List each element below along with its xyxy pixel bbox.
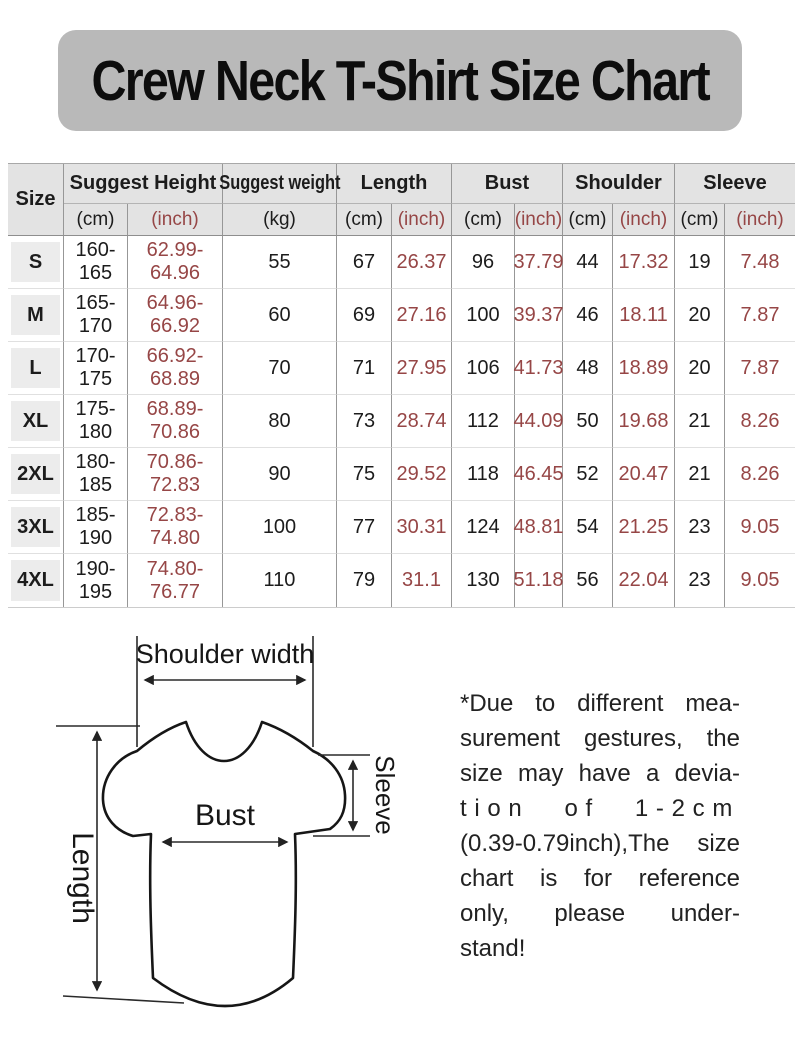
col-header-bust: Bust [452,164,563,204]
unit-header-length-inch: (inch) [392,204,452,236]
table-cell: 50 [563,395,613,448]
title-banner [58,30,742,131]
table-cell: 70.86-72.83 [128,448,223,501]
size-cell [8,289,64,342]
table-cell: 8.26 [725,448,795,501]
table-cell: 37.79 [515,236,563,289]
tshirt-diagram [0,618,445,1040]
table-cell: 27.95 [392,342,452,395]
table-cell: 9.05 [740,569,780,591]
table-cell: 73 [337,395,392,448]
col-header-length: Length [337,164,452,204]
table-cell: 39.37 [515,289,563,342]
table-cell: 29.52 [392,448,452,501]
table-cell: 48 [563,342,613,395]
table-cell: 175-180 [64,395,128,448]
table-cell: 26.37 [392,236,452,289]
table-cell: 165-170 [64,289,128,342]
table-cell: 7.87 [725,289,795,342]
size-cell [8,342,64,395]
table-cell: 54 [563,501,613,554]
table-cell: 110 [223,554,337,607]
table-cell: 77 [337,501,392,554]
table-cell: 190-195 [64,554,128,607]
table-cell: 46.45 [515,448,563,501]
table-cell: 46 [563,289,613,342]
unit-header-length-cm: (cm) [337,204,392,236]
note-line: (0.39-0.79inch),The size [460,830,740,857]
note-line: stand! [460,935,526,962]
note-line: chart is for reference [460,865,740,892]
col-header-sleeve: Sleeve [675,164,795,204]
table-cell: 118 [452,448,515,501]
table-cell: 22.04 [613,554,675,607]
size-label: M [11,295,60,335]
size-label: S [11,242,60,282]
table-cell: 20 [675,342,725,395]
unit-header-bust-cm: (cm) [452,204,515,236]
table-cell: 21 [675,395,725,448]
table-cell: 48.81 [515,501,563,554]
table-cell: 17.32 [613,236,675,289]
table-cell: 28.74 [392,395,452,448]
table-cell: 62.99-64.96 [128,236,223,289]
table-cell: 23 [675,501,725,554]
size-label: 2XL [11,454,60,494]
size-cell [8,448,64,501]
table-cell: 68.89-70.86 [128,395,223,448]
table-cell: 72.83-74.80 [128,501,223,554]
unit-header-height-cm: (cm) [64,204,128,236]
table-cell: 96 [452,236,515,289]
col-header-shoulder: Shoulder [563,164,675,204]
table-cell: 19 [675,236,725,289]
bust-label: Bust [194,799,256,832]
length-tick-bottom [63,996,184,1003]
size-label: L [11,348,60,388]
note-line: *Due to different mea- [460,690,740,717]
table-cell: 18.89 [613,342,675,395]
table-cell: 74.80-76.77 [128,554,223,607]
unit-header-shoulder-cm: (cm) [563,204,613,236]
table-cell: 64.96-66.92 [128,289,223,342]
size-cell [8,554,64,607]
table-cell: 55 [223,236,337,289]
table-cell: 79 [337,554,392,607]
table-cell: 51.18 [515,554,563,607]
table-cell: 75 [337,448,392,501]
col-header-size: Size [8,164,64,236]
table-cell: 30.31 [392,501,452,554]
table-cell: 180-185 [64,448,128,501]
unit-header-sleeve-cm: (cm) [675,204,725,236]
table-cell: 170-175 [64,342,128,395]
table-cell: 100 [452,289,515,342]
col-header-suggest-height: Suggest Height [64,164,223,204]
note-line: size may have a devia- [460,760,740,787]
size-cell [8,236,64,289]
table-cell: 56 [563,554,613,607]
length-label: Length [66,832,99,924]
table-cell: 100 [223,501,337,554]
sleeve-label: Sleeve [370,755,400,835]
note-line: tion of 1-2cm [460,795,740,822]
size-cell [8,501,64,554]
note-line: only, please under- [460,900,740,927]
table-cell: 23 [675,554,725,607]
table-cell: 18.11 [613,289,675,342]
table-cell: 21 [675,448,725,501]
unit-header-shoulder-inch: (inch) [613,204,675,236]
table-cell: 44.09 [515,395,563,448]
shoulder-width-label: Shoulder width [135,639,315,669]
table-cell: 9.05 [725,501,795,554]
table-cell: 66.92-68.89 [128,342,223,395]
unit-header-bust-inch: (inch) [515,204,563,236]
size-label: 4XL [11,560,60,601]
table-cell: 130 [452,554,515,607]
table-cell: 80 [223,395,337,448]
table-cell: 69 [337,289,392,342]
size-cell [8,395,64,448]
size-chart-table [8,163,795,608]
table-cell: 124 [452,501,515,554]
unit-header-sleeve-inch: (inch) [725,204,795,236]
table-cell: 112 [452,395,515,448]
table-cell: 41.73 [515,342,563,395]
table-cell: 44 [563,236,613,289]
table-cell: 71 [337,342,392,395]
table-cell: 90 [223,448,337,501]
table-cell: 60 [223,289,337,342]
table-cell: 7.87 [725,342,795,395]
table-cell: 20.47 [613,448,675,501]
table-cell: 20 [675,289,725,342]
page-title: Crew Neck T-Shirt Size Chart [91,48,709,113]
table-cell: 70 [223,342,337,395]
unit-header-height-inch: (inch) [128,204,223,236]
table-cell: 67 [337,236,392,289]
col-header-suggest-weight [218,164,341,204]
unit-header-weight-kg: (kg) [223,204,337,236]
table-cell: 21.25 [613,501,675,554]
note-line: surement gestures, the [460,725,740,752]
table-cell: 106 [452,342,515,395]
note-text [460,686,740,966]
tshirt-outline [103,722,345,1006]
table-cell: 52 [563,448,613,501]
col-header-suggest-weight-label: Suggest weight [218,172,341,194]
table-cell: 185-190 [64,501,128,554]
table-cell: 31.1 [392,554,452,607]
table-cell: 27.16 [392,289,452,342]
size-label: 3XL [11,507,60,547]
table-cell: 8.26 [725,395,795,448]
size-label: XL [11,401,60,441]
table-cell: 7.48 [725,236,795,289]
table-cell: 160-165 [64,236,128,289]
table-cell: 19.68 [613,395,675,448]
